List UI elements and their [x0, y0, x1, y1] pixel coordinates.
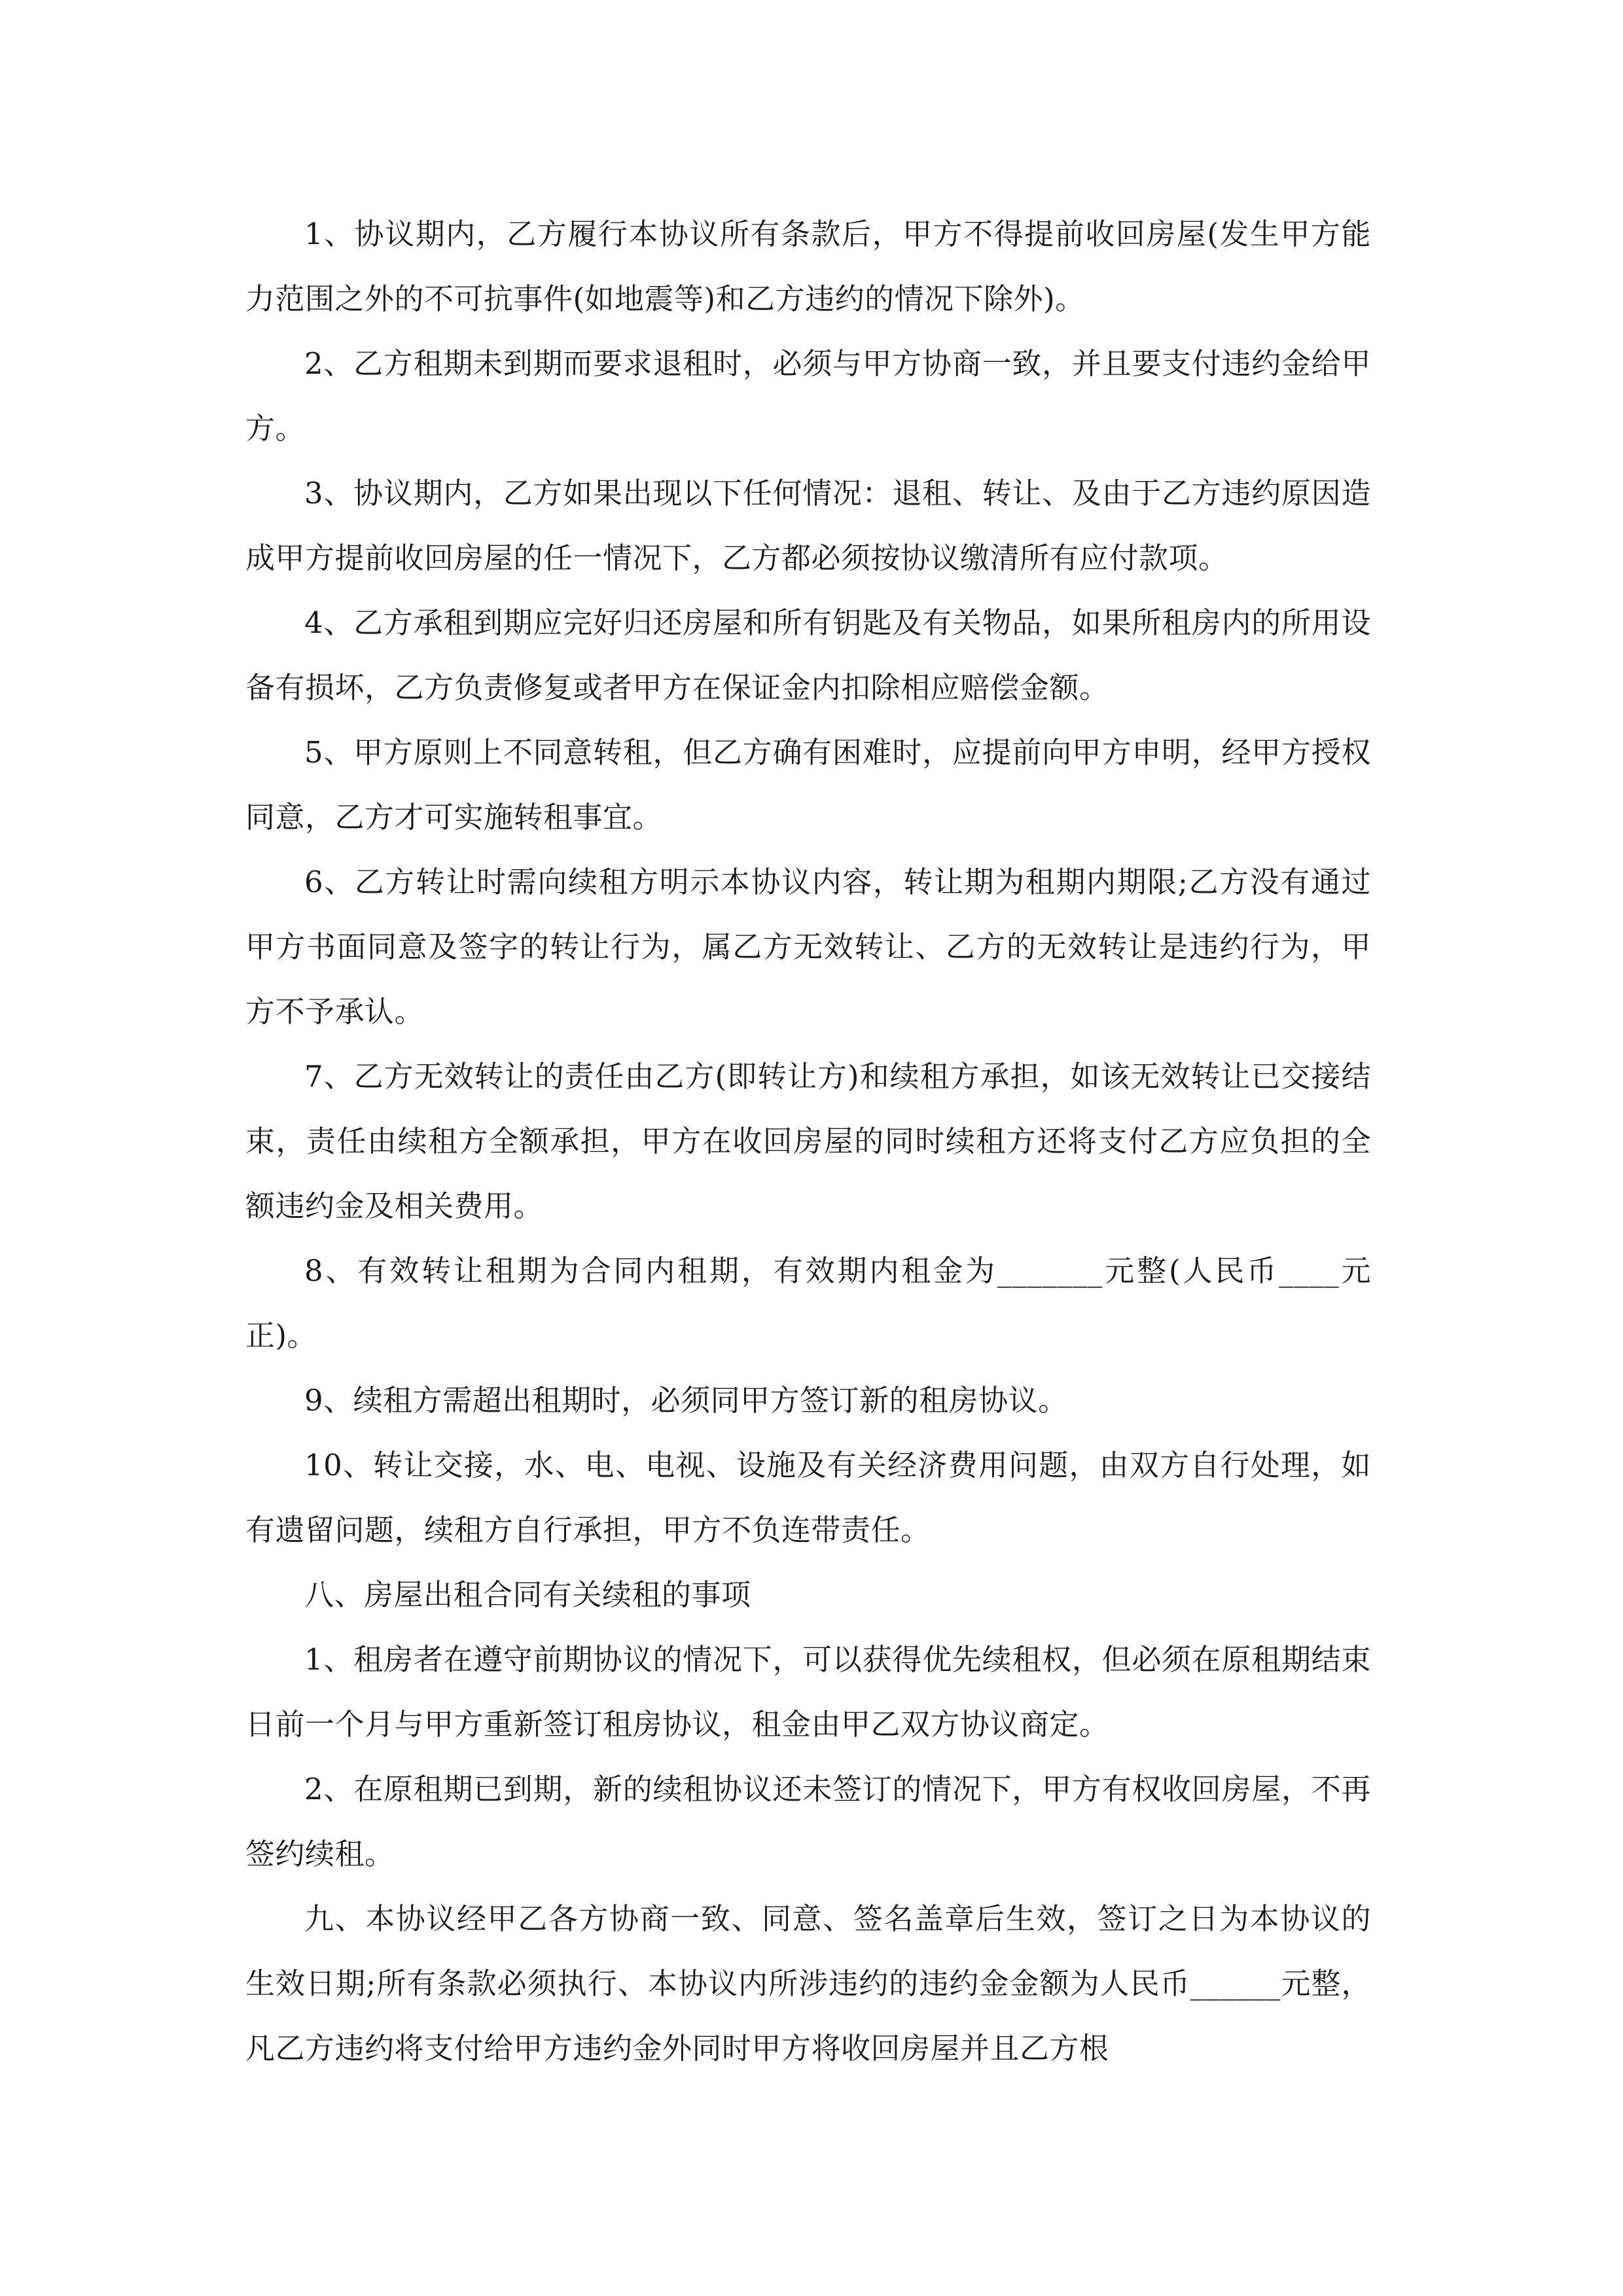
clause-paragraph-3: 3、协议期内，乙方如果出现以下任何情况：退租、转让、及由于乙方违约原因造成甲方提前收回房屋的任一情况下，乙方都必须按协议缴清所有应付款项。: [245, 476, 1371, 575]
section-heading-renewal: 八、房屋出租合同有关续租的事项: [304, 1577, 751, 1612]
clause-paragraph-6: 6、乙方转让时需向续租方明示本协议内容，转让期为租期内期限;乙方没有通过甲方书面同意及签字的转让行为，属乙方无效转让、乙方的无效转让是违约行为，甲方不予承认。: [245, 865, 1371, 1029]
clause-paragraph-8: 8、有效转让租期为合同内租期，有效期内租金为_______元整(人民币____元正)。: [245, 1253, 1371, 1353]
clause-paragraph-5: 5、甲方原则上不同意转租，但乙方确有困难时，应提前向甲方申明，经甲方授权同意，乙方才可实施转租事宜。: [245, 735, 1371, 834]
clause-paragraph-9: 9、续租方需超出租期时，必须同甲方签订新的租房协议。: [304, 1383, 1068, 1418]
document-body: [245, 202, 1371, 2081]
clause-paragraph-7: 7、乙方无效转让的责任由乙方(即转让方)和续租方承担，如该无效转让已交接结束，责任由续租方全额承担，甲方在收回房屋的同时续租方还将支付乙方应负担的全额违约金及相关费用。: [245, 1059, 1371, 1223]
clause-paragraph-4: 4、乙方承租到期应完好归还房屋和所有钥匙及有关物品，如果所租房内的所用设备有损坏，乙方负责修复或者甲方在保证金内扣除相应赔偿金额。: [245, 605, 1371, 705]
clause-paragraph-10: 10、转让交接，水、电、电视、设施及有关经济费用问题，由双方自行处理，如有遗留问题，续租方自行承担，甲方不负连带责任。: [245, 1448, 1371, 1547]
renewal-paragraph-1: 1、租房者在遵守前期协议的情况下，可以获得优先续租权，但必须在原租期结束日前一个月与甲方重新签订租房协议，租金由甲乙双方协议商定。: [245, 1642, 1371, 1742]
renewal-paragraph-2: 2、在原租期已到期，新的续租协议还未签订的情况下，甲方有权收回房屋，不再签约续租。: [245, 1772, 1371, 1871]
clause-paragraph-1: 1、协议期内，乙方履行本协议所有条款后，甲方不得提前收回房屋(发生甲方能力范围之外的不可抗事件(如地震等)和乙方违约的情况下除外)。: [245, 217, 1371, 316]
clause-paragraph-2: 2、乙方租期未到期而要求退租时，必须与甲方协商一致，并且要支付违约金给甲方。: [245, 346, 1371, 446]
section-nine-paragraph: 九、本协议经甲乙各方协商一致、同意、签名盖章后生效，签订之日为本协议的生效日期;所有条款必须执行、本协议内所涉违约的违约金金额为人民币______元整，凡乙方违约将支付给甲方违约金外同时甲方将收回房屋并且乙方根: [245, 1901, 1371, 2066]
